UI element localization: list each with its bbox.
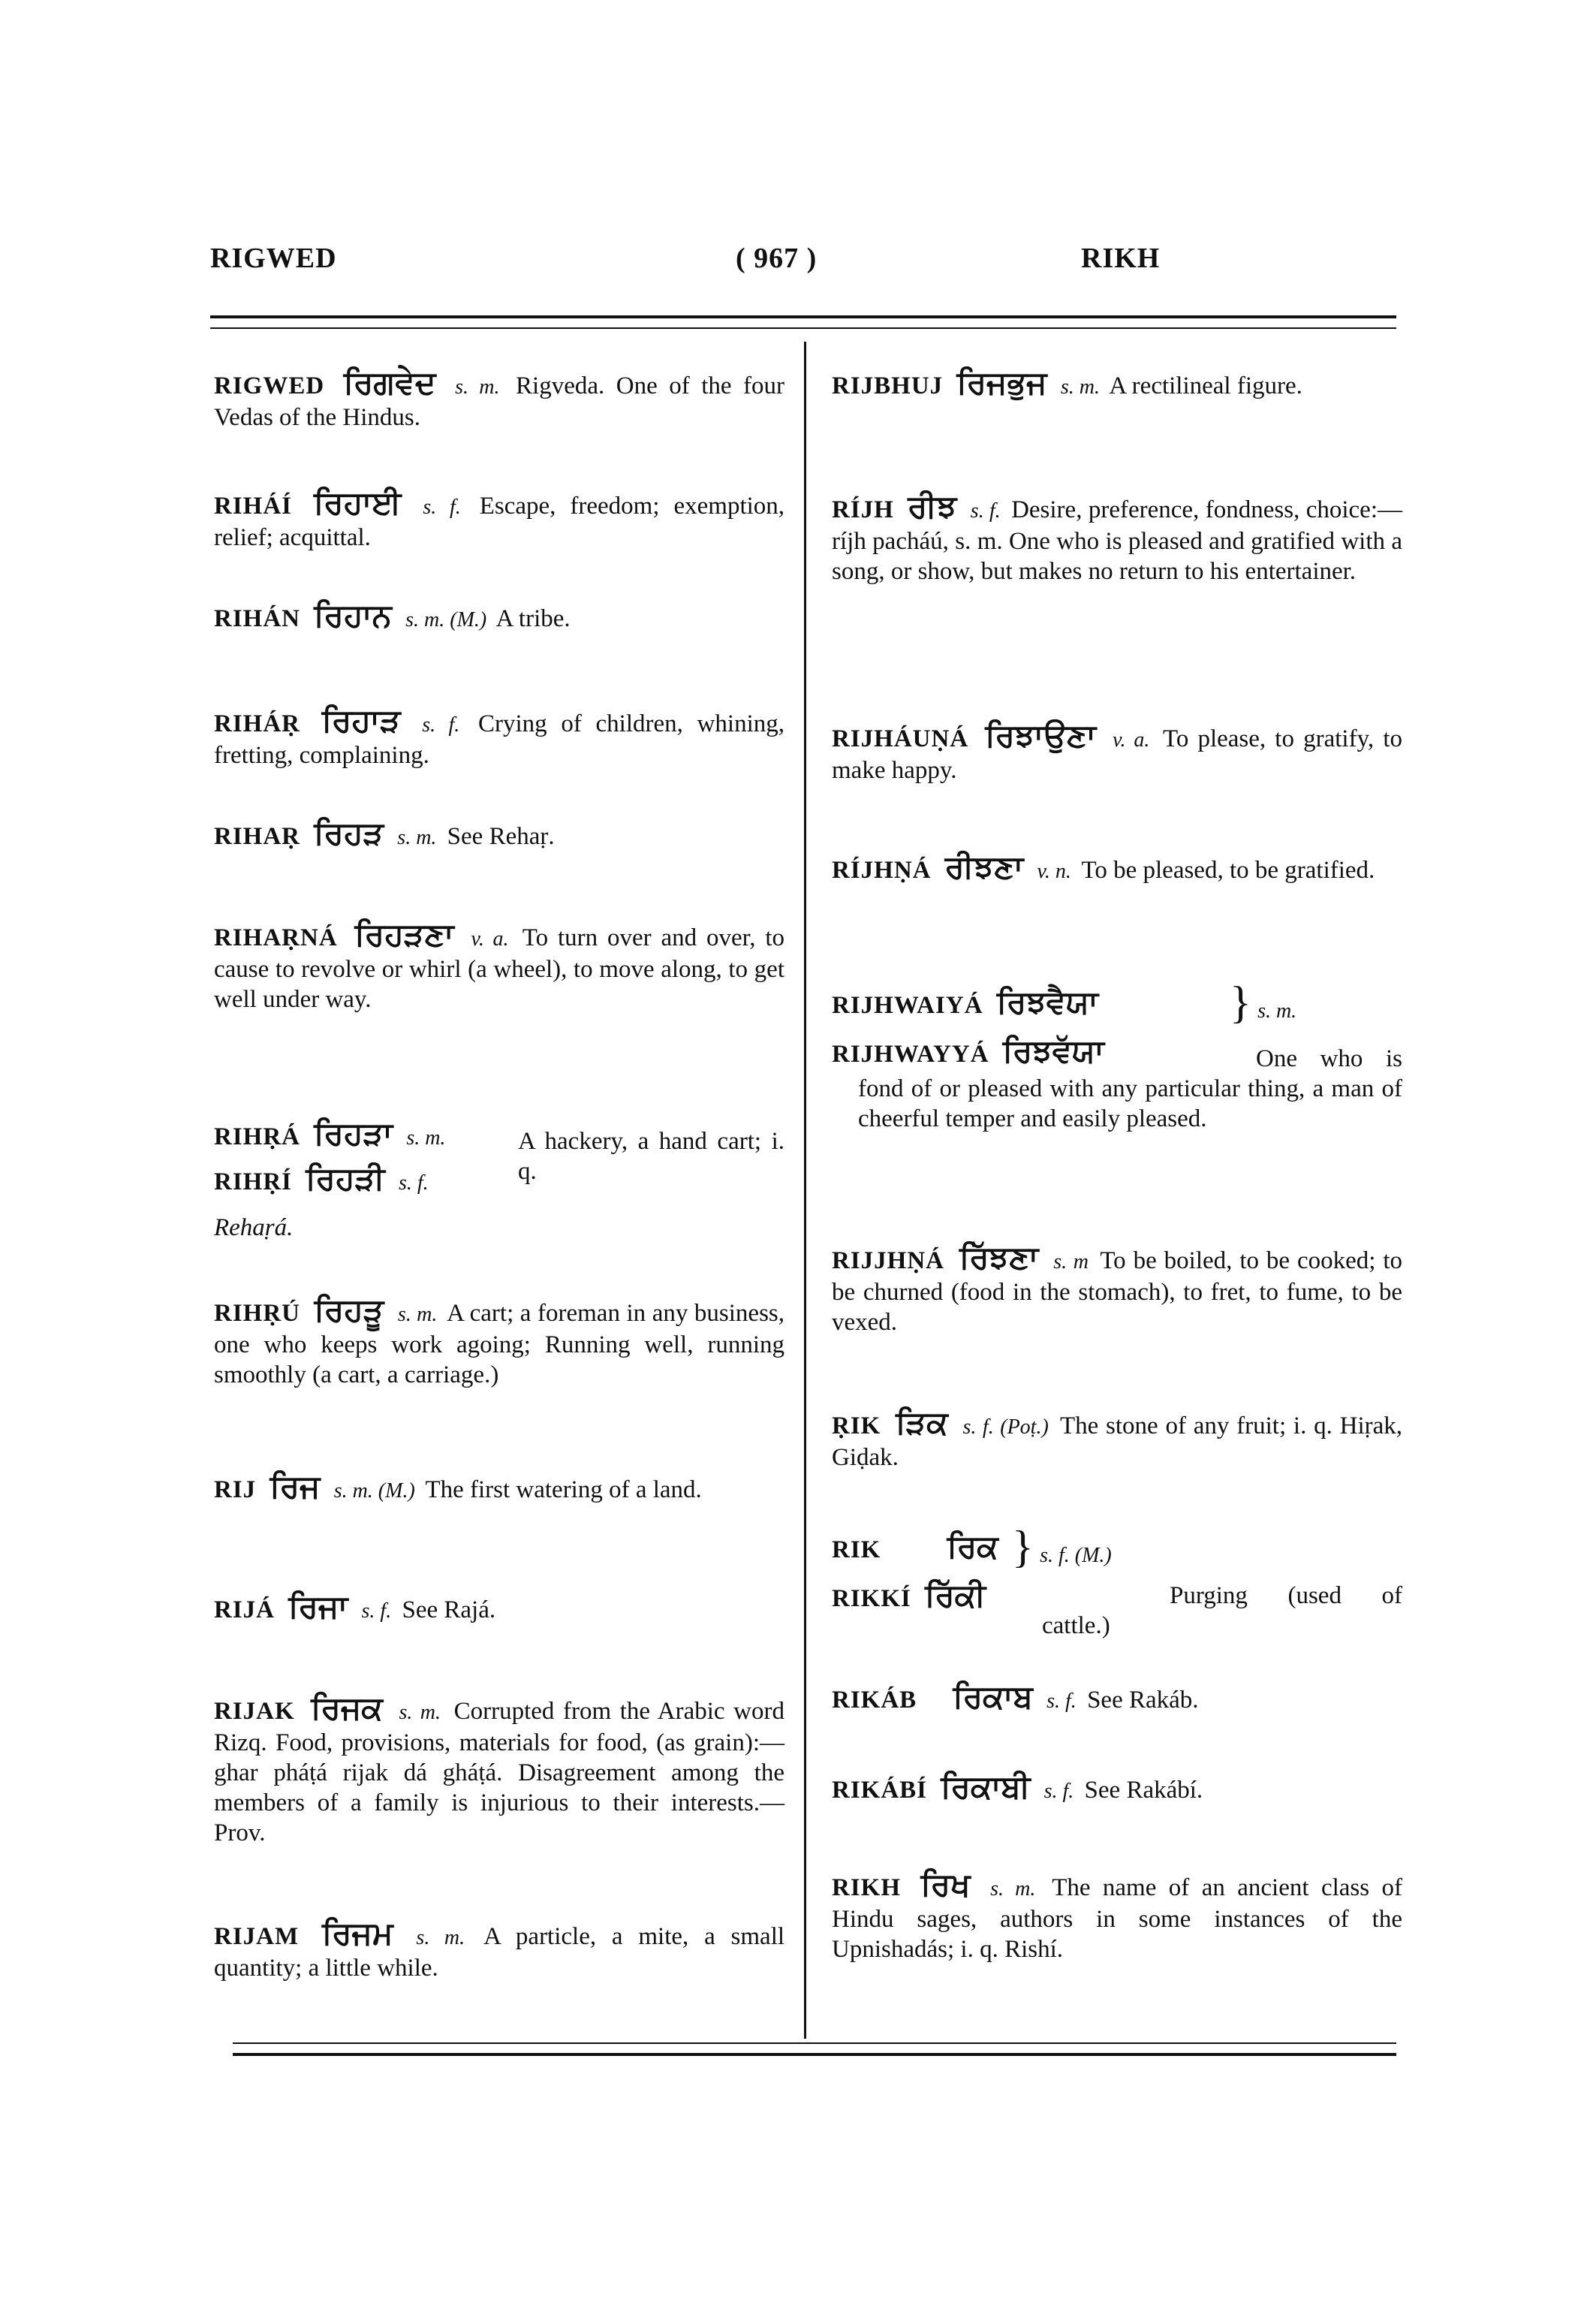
definition: To turn over and over, to cause to revolve or whirl (a wheel), to move along, to get well under way. xyxy=(214,924,785,1013)
grammar-label: s. m. xyxy=(990,1877,1036,1901)
top-rule xyxy=(210,315,1396,329)
grammar-label: s. f. xyxy=(1043,1780,1074,1803)
definition: Rigveda. One of the four Vedas of the Hindus. xyxy=(214,372,785,431)
gurmukhi-word: ੜਿਕ xyxy=(896,1404,948,1441)
grammar-label: s. m. xyxy=(455,375,500,399)
dictionary-entry xyxy=(832,364,1402,402)
grammar-label: s. m. xyxy=(399,1701,441,1724)
grammar-label: s. m. xyxy=(1060,375,1100,399)
headword: RÍJH xyxy=(832,496,894,523)
cross-reference: Rehaṛá. xyxy=(214,1214,294,1241)
grammar-label: v. a. xyxy=(1113,728,1150,752)
headword: RIJJHṆÁ xyxy=(832,1247,945,1274)
definition: A particle, a mite, a small quantity; a little while. xyxy=(214,1923,785,1982)
grammar-label: s. f. (M.) xyxy=(1040,1544,1112,1567)
dictionary-entry xyxy=(832,849,1402,887)
gurmukhi-word: ਰਿਹੜਣਾ xyxy=(354,916,454,953)
definition: To be pleased, to be gratified. xyxy=(1081,857,1375,884)
definition: See Rehaṛ. xyxy=(447,823,555,850)
definition: The name of an ancient class of Hindu sages, authors in some instances of the Upnishadás; i. q. Rishí. xyxy=(832,1874,1403,1963)
grammar-label: v. n. xyxy=(1037,860,1071,883)
definition: A rectilineal figure. xyxy=(1109,372,1302,399)
grammar-label: v. a. xyxy=(471,927,509,951)
headword: RIKÁB xyxy=(832,1687,917,1714)
dictionary-entry xyxy=(214,597,784,635)
grammar-label: s. m xyxy=(1053,1250,1089,1274)
headword: RIHṚÚ xyxy=(214,1300,301,1327)
dictionary-entry xyxy=(214,1292,785,1390)
definition: See Rakábí. xyxy=(1084,1777,1203,1804)
dictionary-entry xyxy=(214,1588,784,1626)
headword: RIKÁBÍ xyxy=(832,1777,928,1804)
grammar-label: s. m. xyxy=(406,1126,446,1150)
dictionary-entry xyxy=(214,1915,785,1983)
gurmukhi-word: ਰਿਹੜਾ xyxy=(314,1115,393,1152)
grammar-label: s. f. xyxy=(423,496,461,519)
grammar-label: s. f. xyxy=(361,1599,392,1623)
dictionary-entry xyxy=(214,1115,784,1241)
headword: RIJAM xyxy=(214,1923,300,1950)
grammar-label: s. f. xyxy=(970,499,1001,523)
dictionary-entry xyxy=(832,488,1402,586)
definition: See Rakáb. xyxy=(1087,1687,1199,1714)
dictionary-entry xyxy=(214,364,785,433)
definition: Corrupted from the Arabic word Rizq. Food, provisions, materials for food, (as grain):—ghar pháṭá rijak dá gháṭá. Disagreement among the members of a family is injurious to their interests.—Prov. xyxy=(214,1698,784,1846)
gurmukhi-word: ਰਿਹਾਨ xyxy=(314,597,392,634)
headword: RIJHWAIYÁ xyxy=(832,992,983,1019)
gurmukhi-word: ਰਿੱਕੀ xyxy=(925,1577,986,1614)
gurmukhi-word: ਰਿਕਾਬੀ xyxy=(941,1768,1031,1805)
gurmukhi-word: ਰਿਹੜ xyxy=(314,815,384,852)
gurmukhi-word: ਰਿਹਾਈ xyxy=(314,484,402,521)
definition: Crying of children, whining, fretting, complaining. xyxy=(214,710,785,769)
definition: To please, to gratify, to make happy. xyxy=(832,725,1402,784)
dictionary-entry xyxy=(214,702,785,770)
grammar-label: s. m. xyxy=(397,826,437,849)
headword: RIJAK xyxy=(214,1698,295,1725)
definition: Purging (used of cattle.) xyxy=(1042,1582,1402,1639)
grammar-label: s. m. xyxy=(416,1926,465,1949)
definition: The stone of any fruit; i. q. Hiṛak, Giḍak. xyxy=(832,1412,1403,1471)
grammar-label: s. m. (M.) xyxy=(405,608,487,632)
definition: One who is fond of or pleased with any particular thing, a man of cheerful temper and easily pleased. xyxy=(858,1045,1402,1132)
headword: RIKH xyxy=(832,1874,902,1901)
gurmukhi-word: ਰਿਜਾ xyxy=(288,1588,348,1625)
definition: A tribe. xyxy=(495,605,571,632)
definition: Desire, preference, fondness, choice:—ríjh pacháú, s. m. One who is pleased and gratified with a song, or show, but makes no return to his entertainer. xyxy=(832,496,1402,585)
grammar-label: s. f. xyxy=(422,713,460,737)
gurmukhi-word: ਰਿਖ xyxy=(920,1866,971,1903)
grouping-brace: } xyxy=(1230,978,1251,1027)
grammar-label: s. m. xyxy=(1257,999,1297,1023)
gurmukhi-word: ਰਿਹਾੜ xyxy=(321,702,401,739)
headword: RIJHÁUṆÁ xyxy=(832,725,969,752)
dictionary-entry xyxy=(214,1468,784,1506)
headword: RIKKÍ xyxy=(832,1585,911,1612)
dictionary-entry xyxy=(832,1522,1402,1639)
bottom-rule xyxy=(233,2042,1396,2056)
headword: RIGWED xyxy=(214,372,325,399)
gurmukhi-word: ਰਿਗਵੇਦ xyxy=(343,364,436,401)
headword: ṚIK xyxy=(832,1412,881,1439)
headword: RIHṚÍ xyxy=(214,1168,293,1195)
grammar-label: s. f. xyxy=(398,1171,429,1195)
column-divider xyxy=(804,342,806,2039)
definition: A cart; a foreman in any business, one who keeps work agoing; Running well, running smoothly (a cart, a carriage.) xyxy=(214,1300,785,1388)
headword: RIJHWAYYÁ xyxy=(832,1041,989,1068)
gurmukhi-word: ਰਿਜ xyxy=(270,1468,321,1505)
gurmukhi-word: ਰਿਝਾਉਣਾ xyxy=(985,717,1097,754)
headword: RIHÁN xyxy=(214,605,301,632)
gurmukhi-word: ਰਿਜਮ xyxy=(321,1915,393,1952)
gurmukhi-word: ਰਿਕਾਬ xyxy=(953,1678,1033,1715)
header-right-guideword: RIKH xyxy=(1081,243,1161,274)
gurmukhi-word: ਰਿਹੜੀ xyxy=(306,1160,385,1197)
gurmukhi-word: ਰਿਹੜੂ xyxy=(314,1292,384,1328)
gurmukhi-word: ਰੀਝਣਾ xyxy=(944,849,1024,885)
dictionary-entry xyxy=(214,484,785,553)
gurmukhi-word: ਰਿਕ xyxy=(947,1528,998,1565)
dictionary-entry xyxy=(832,1404,1403,1473)
gurmukhi-word: ਰੀਝ xyxy=(908,488,957,525)
gurmukhi-word: ਰਿਜਕ xyxy=(311,1690,383,1726)
headword: RIHÁṚ xyxy=(214,710,301,737)
dictionary-entry xyxy=(214,815,784,853)
headword: RÍJHṆÁ xyxy=(832,857,932,884)
gurmukhi-word: ਰਿਝਵੱਯਾ xyxy=(1002,1032,1104,1069)
headword: RIJBHUJ xyxy=(832,372,944,399)
grouping-brace: } xyxy=(1012,1522,1034,1572)
definition: To be boiled, to be cooked; to be churned (food in the stomach), to fret, to fume, to be vexed. xyxy=(832,1247,1403,1336)
gurmukhi-word: ਰਿੱਝਣਾ xyxy=(959,1239,1039,1276)
headword: RIHṚÁ xyxy=(214,1123,301,1150)
dictionary-entry xyxy=(832,1678,1402,1717)
headword: RIK xyxy=(832,1536,881,1563)
headword: RIJÁ xyxy=(214,1596,276,1623)
definition: The first watering of a land. xyxy=(425,1476,702,1503)
gurmukhi-word: ਰਿਜਭੁਜ xyxy=(956,364,1047,401)
headword: RIJ xyxy=(214,1476,257,1503)
dictionary-entry xyxy=(832,717,1402,785)
grammar-label: s. m. xyxy=(397,1303,438,1326)
dictionary-entry xyxy=(214,1690,784,1848)
header-left-guideword: RIGWED xyxy=(210,243,337,274)
definition: Escape, freedom; exemption, relief; acquittal. xyxy=(214,493,785,551)
definition: A hackery, a hand cart; i. q. xyxy=(518,1128,784,1185)
grammar-label: s. f. xyxy=(1046,1690,1077,1713)
gurmukhi-word: ਰਿਝਵੈਯਾ xyxy=(996,984,1098,1020)
page-number: ( 967 ) xyxy=(736,243,818,274)
dictionary-entry xyxy=(832,1866,1403,1964)
dictionary-entry xyxy=(832,1768,1402,1807)
headword: RIHÁÍ xyxy=(214,493,293,520)
definition: See Rajá. xyxy=(402,1596,496,1623)
dictionary-entry xyxy=(832,978,1402,1213)
headword: RIHAṚNÁ xyxy=(214,924,338,951)
dictionary-entry xyxy=(214,916,785,1014)
dictionary-entry xyxy=(832,1239,1403,1337)
page-header xyxy=(210,242,1396,287)
grammar-label: s. m. (M.) xyxy=(333,1479,415,1503)
headword: RIHAṚ xyxy=(214,823,301,850)
grammar-label: s. f. (Poṭ.) xyxy=(962,1415,1049,1439)
